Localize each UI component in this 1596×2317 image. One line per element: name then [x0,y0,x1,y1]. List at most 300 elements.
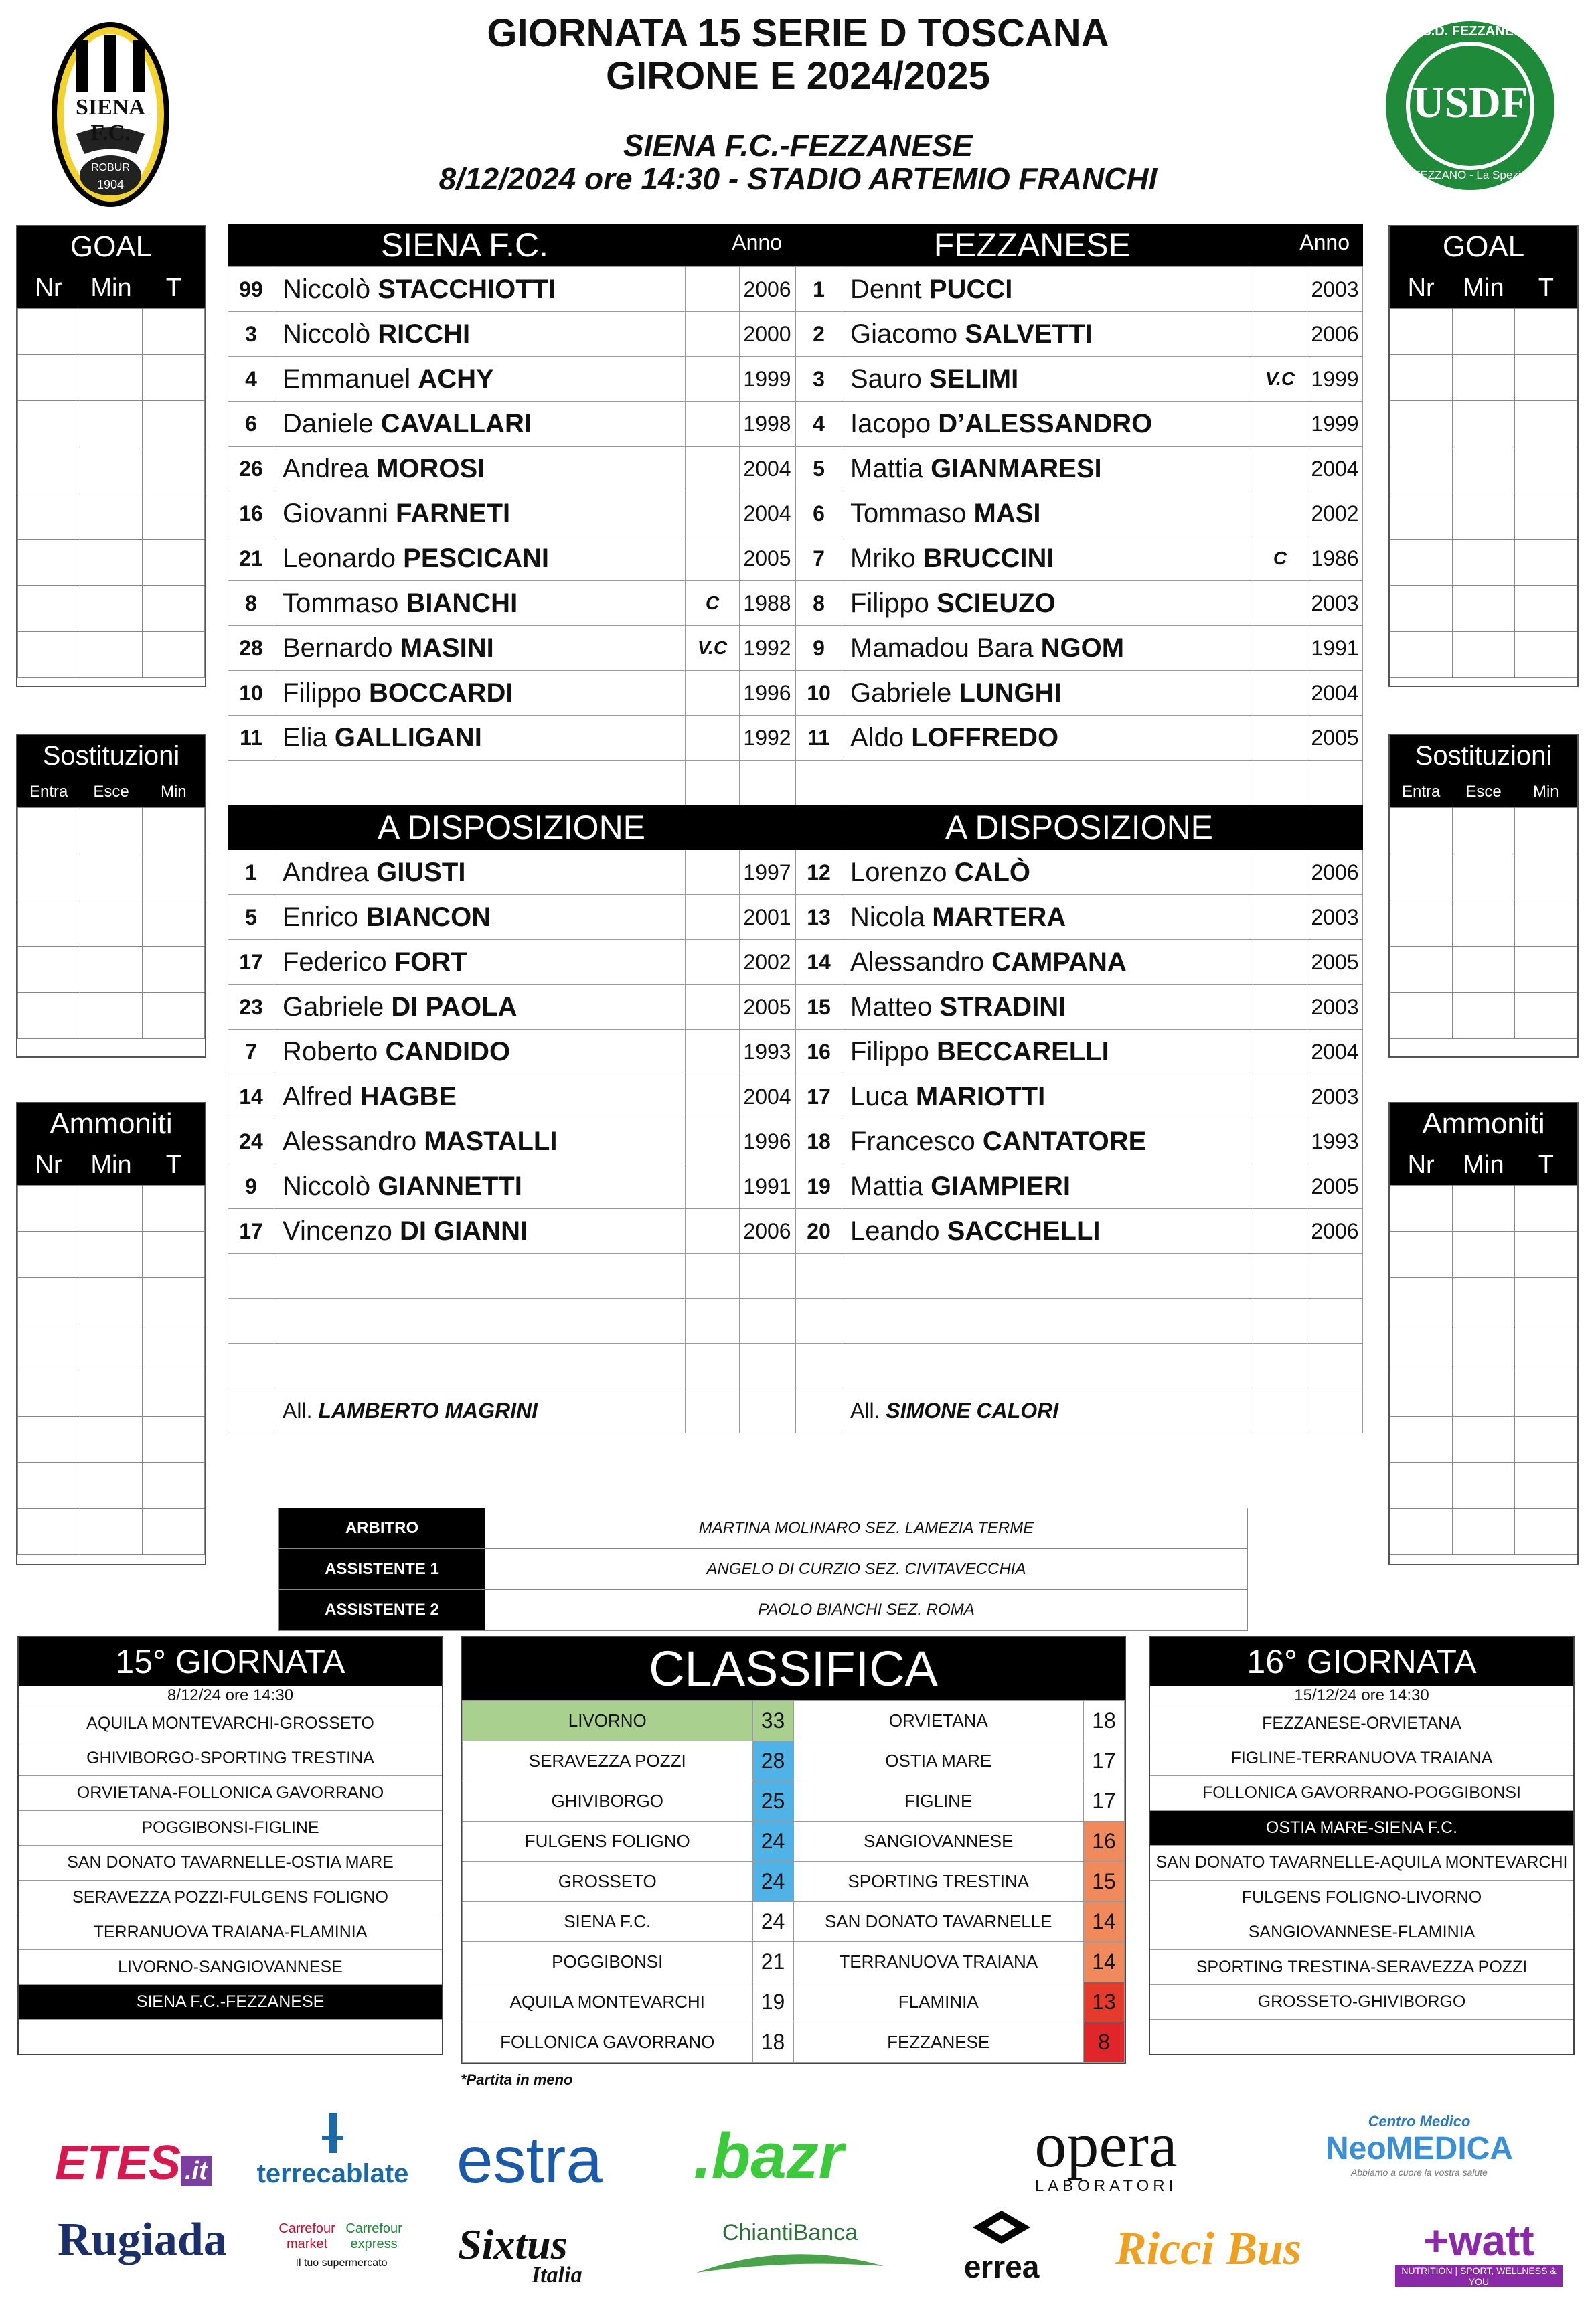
player-row [796,626,1363,671]
grid-cell[interactable] [80,854,143,900]
official-role: ASSISTENTE 1 [279,1549,485,1590]
empty-cell[interactable] [274,761,686,805]
grid-cell[interactable] [1453,447,1515,493]
sponsor-etes [55,2136,212,2190]
grid-cell[interactable] [143,1509,205,1555]
player-row [796,1209,1363,1254]
away-booked-col-t: T [1538,1151,1554,1179]
away-subs-col-out: Esce [1465,783,1502,801]
player-last-name: SALVETTI [965,319,1093,349]
player-role [1253,895,1307,940]
grid-cell[interactable] [1453,355,1515,401]
grid-cell[interactable] [18,401,80,447]
player-number: 7 [228,1030,274,1074]
player-row [796,940,1363,985]
grid-cell[interactable] [80,401,143,447]
home-bench-table [228,850,795,1433]
player-name [274,312,686,357]
grid-cell[interactable] [1515,309,1577,355]
grid-cell[interactable] [1390,1417,1453,1463]
player-number: 10 [796,671,842,716]
grid-cell[interactable] [18,1417,80,1463]
grid-cell[interactable] [80,947,143,993]
grid-cell[interactable] [1515,1186,1577,1232]
player-row [228,581,795,626]
grid-cell[interactable] [1390,309,1453,355]
player-name [274,267,686,312]
grid-cell[interactable] [1390,854,1453,900]
player-first-name: Bernardo [283,633,393,663]
grid-cell[interactable] [1515,355,1577,401]
grid-cell[interactable] [143,309,205,355]
player-first-name: Gabriele [283,991,384,1022]
player-first-name: Andrea [283,453,369,483]
away-goals-box [1388,225,1579,687]
player-first-name: Federico [283,947,387,977]
player-row [228,716,795,761]
grid-cell[interactable] [1390,1278,1453,1324]
player-first-name: Emmanuel [283,364,411,394]
grid-cell[interactable] [80,808,143,854]
grid-cell[interactable] [1515,586,1577,632]
coach-prefix: All. [283,1398,313,1423]
player-first-name: Andrea [283,857,369,887]
standings-points: 15 [1084,1862,1125,1902]
grid-cell[interactable] [143,1463,205,1509]
player-number: 9 [228,1164,274,1209]
grid-cell[interactable] [18,447,80,493]
player-first-name: Daniele [283,408,374,438]
grid-cell[interactable] [143,401,205,447]
grid-cell[interactable] [80,586,143,632]
player-first-name: Leando [850,1216,940,1246]
grid-cell[interactable] [1515,854,1577,900]
player-row [228,267,795,312]
player-role [686,402,740,447]
grid-cell[interactable] [1515,540,1577,586]
grid-cell[interactable] [143,900,205,947]
grid-cell[interactable] [1390,540,1453,586]
player-last-name: STACCHIOTTI [378,274,556,304]
home-year-label: Anno [732,230,782,254]
player-number: 8 [228,581,274,626]
grid-row [18,1509,205,1555]
grid-cell[interactable] [18,1509,80,1555]
grid-cell[interactable] [1453,808,1515,854]
grid-cell[interactable] [143,632,205,678]
tower-icon [313,2109,353,2156]
grid-cell[interactable] [1390,401,1453,447]
home-starters-table [228,266,795,805]
round15-box [17,1636,443,2055]
grid-cell[interactable] [1515,993,1577,1039]
grid-cell[interactable] [143,1324,205,1370]
player-role [686,1209,740,1254]
grid-cell[interactable] [80,540,143,586]
grid-cell[interactable] [18,1186,80,1232]
away-subs-grid[interactable] [1390,807,1577,1039]
player-last-name: SCIEUZO [936,588,1056,618]
grid-cell[interactable] [18,309,80,355]
grid-row [1390,900,1577,947]
player-role: C [686,581,740,626]
grid-cell[interactable] [143,1186,205,1232]
grid-cell[interactable] [1390,993,1453,1039]
player-name [842,985,1253,1030]
home-subs-col-min: Min [160,783,187,801]
standings-row [463,1781,1125,1822]
grid-cell[interactable] [1390,1370,1453,1417]
player-name [842,940,1253,985]
empty-cell[interactable] [796,761,842,805]
away-goals-grid[interactable] [1390,308,1577,678]
round15-date: 8/12/24 ore 14:30 [19,1686,442,1706]
grid-cell[interactable] [80,309,143,355]
player-number: 15 [796,985,842,1030]
grid-cell[interactable] [1453,1417,1515,1463]
player-row [228,312,795,357]
player-last-name: GIANNETTI [378,1171,522,1201]
player-last-name: BIANCHI [406,588,518,618]
away-bench-table [795,850,1363,1433]
player-number: 6 [796,491,842,536]
player-number: 5 [796,447,842,491]
grid-cell[interactable] [80,355,143,401]
away-team-name: FEZZANESE [933,226,1131,264]
grid-cell[interactable] [1390,493,1453,540]
player-name [274,940,686,985]
grid-cell[interactable] [1515,1509,1577,1555]
sponsor-bazr [694,2120,844,2193]
grid-cell[interactable] [143,493,205,540]
empty-cell[interactable] [842,761,1253,805]
player-last-name: STRADINI [939,991,1066,1022]
grid-cell[interactable] [80,1324,143,1370]
grid-cell[interactable] [18,947,80,993]
player-year: 2004 [740,1074,795,1119]
player-first-name: Matteo [850,991,933,1022]
player-year: 2006 [740,1209,795,1254]
player-number: 23 [228,985,274,1030]
player-last-name: DI GIANNI [399,1216,528,1246]
grid-cell[interactable] [143,1370,205,1417]
grid-cell[interactable] [1453,493,1515,540]
player-role [1253,581,1307,626]
empty-cell[interactable] [1307,761,1363,805]
grid-cell[interactable] [80,993,143,1039]
grid-cell[interactable] [80,1509,143,1555]
grid-cell[interactable] [80,1278,143,1324]
empty-cell[interactable] [228,1344,274,1388]
sponsor-sixtus-name: Sixtus [458,2221,568,2268]
player-role [686,1030,740,1074]
player-role [686,716,740,761]
grid-cell[interactable] [1390,1324,1453,1370]
away-subs-title: Sostituzioni [1390,735,1577,777]
grid-cell[interactable] [143,947,205,993]
grid-cell[interactable] [1390,808,1453,854]
grid-cell[interactable] [1390,447,1453,493]
grid-cell[interactable] [143,355,205,401]
grid-row [1390,1463,1577,1509]
empty-cell[interactable] [1307,1344,1363,1388]
player-last-name: MASINI [400,633,494,663]
empty-cell[interactable] [1307,1299,1363,1344]
grid-cell[interactable] [1453,854,1515,900]
empty-cell[interactable] [228,761,274,805]
empty-cell[interactable] [1307,1254,1363,1299]
grid-cell[interactable] [18,1232,80,1278]
grid-cell[interactable] [1453,586,1515,632]
player-year: 1998 [740,402,795,447]
empty-cell [686,1388,740,1433]
grid-cell[interactable] [80,1370,143,1417]
grid-row [1390,1232,1577,1278]
grid-cell[interactable] [1515,401,1577,447]
standings-team: AQUILA MONTEVARCHI [463,1982,753,2022]
away-booked-grid[interactable] [1390,1185,1577,1555]
player-row [796,536,1363,581]
grid-cell[interactable] [1515,808,1577,854]
player-first-name: Vincenzo [283,1216,392,1246]
empty-cell[interactable] [228,1254,274,1299]
grid-cell[interactable] [1453,947,1515,993]
player-first-name: Nicola [850,902,925,932]
player-year: 1986 [1307,536,1363,581]
grid-cell[interactable] [1390,355,1453,401]
empty-cell[interactable] [842,1254,1253,1299]
player-row [228,1119,795,1164]
player-year: 2005 [740,536,795,581]
empty-cell[interactable] [1253,1299,1307,1344]
grid-cell[interactable] [143,808,205,854]
grid-cell[interactable] [1453,1509,1515,1555]
player-year: 2004 [1307,1030,1363,1074]
grid-cell[interactable] [18,355,80,401]
empty-cell[interactable] [842,1299,1253,1344]
fixture: GHIVIBORGO-SPORTING TRESTINA [19,1741,442,1776]
grid-cell[interactable] [18,1370,80,1417]
grid-cell[interactable] [143,1278,205,1324]
player-role [1253,491,1307,536]
grid-cell[interactable] [18,586,80,632]
official-name: PAOLO BIANCHI SEZ. ROMA [485,1590,1248,1631]
grid-cell[interactable] [1390,632,1453,678]
home-booked-col-nr: Nr [35,1151,62,1179]
sponsor-estra-name: estra [457,2123,603,2196]
sponsor-carrefour-market: Carrefour market [278,2221,335,2251]
grid-cell[interactable] [1453,1278,1515,1324]
grid-cell[interactable] [1453,309,1515,355]
grid-cell[interactable] [1390,1186,1453,1232]
empty-cell[interactable] [686,1344,740,1388]
grid-cell[interactable] [80,447,143,493]
grid-cell[interactable] [80,493,143,540]
sponsor-neomedica-tag: Abbiamo a cuore la vostra salute [1351,2167,1488,2178]
empty-cell[interactable] [740,1299,795,1344]
home-subs-box [16,734,206,1058]
grid-cell[interactable] [80,900,143,947]
grid-cell[interactable] [18,632,80,678]
grid-cell[interactable] [1453,1232,1515,1278]
grid-cell[interactable] [1390,586,1453,632]
sponsor-carrefour [274,2221,408,2269]
grid-cell[interactable] [1390,947,1453,993]
grid-cell[interactable] [18,1324,80,1370]
grid-cell[interactable] [18,808,80,854]
empty-cell[interactable] [1253,1344,1307,1388]
fixture: FOLLONICA GAVORRANO-POGGIBONSI [1150,1776,1573,1811]
standings-team: SANGIOVANNESE [793,1822,1084,1862]
grid-cell[interactable] [143,1232,205,1278]
sponsor-errea-name: errea [963,2249,1040,2284]
away-booked-col-nr: Nr [1407,1151,1435,1179]
round16-box [1149,1636,1575,2055]
grid-cell[interactable] [1390,1509,1453,1555]
grid-cell[interactable] [18,900,80,947]
grid-cell[interactable] [18,1278,80,1324]
grid-cell[interactable] [143,586,205,632]
empty-cell[interactable] [686,761,740,805]
standings-points: 18 [752,2022,793,2063]
grid-cell[interactable] [80,632,143,678]
grid-cell[interactable] [1390,1463,1453,1509]
grid-cell[interactable] [1453,1370,1515,1417]
away-subs-col-min: Min [1532,783,1559,801]
grid-cell[interactable] [1390,900,1453,947]
player-name [274,626,686,671]
grid-row [18,586,205,632]
grid-cell[interactable] [18,854,80,900]
grid-cell[interactable] [1453,1186,1515,1232]
grid-cell[interactable] [1515,447,1577,493]
official-row [279,1508,1248,1549]
grid-cell[interactable] [80,1463,143,1509]
player-role [686,1074,740,1119]
player-name [842,357,1253,402]
empty-cell[interactable] [274,1254,686,1299]
player-year: 1991 [1307,626,1363,671]
standings-points: 19 [752,1982,793,2022]
home-goals-grid[interactable] [17,308,205,678]
standings-team: SPORTING TRESTINA [793,1862,1084,1902]
empty-cell[interactable] [1253,1254,1307,1299]
player-role [1253,1074,1307,1119]
home-booked-grid[interactable] [17,1185,205,1555]
empty-cell[interactable] [842,1344,1253,1388]
grid-cell[interactable] [143,1417,205,1463]
empty-cell[interactable] [274,1299,686,1344]
grid-cell[interactable] [1515,1278,1577,1324]
standings-row [463,1862,1125,1902]
grid-cell[interactable] [1453,401,1515,447]
player-first-name: Niccolò [283,319,371,349]
player-year: 2006 [740,267,795,312]
grid-cell[interactable] [1515,1370,1577,1417]
player-number: 7 [796,536,842,581]
grid-row [1390,854,1577,900]
grid-cell[interactable] [1515,1463,1577,1509]
player-name [842,312,1253,357]
grid-cell[interactable] [18,993,80,1039]
grid-cell[interactable] [18,493,80,540]
grid-cell[interactable] [1453,1324,1515,1370]
empty-cell[interactable] [796,1299,842,1344]
grid-cell[interactable] [1453,1463,1515,1509]
player-last-name: PESCICANI [403,543,549,573]
player-last-name: FARNETI [396,498,511,528]
player-last-name: PUCCI [929,274,1013,304]
official-role: ARBITRO [279,1508,485,1549]
player-number: 4 [796,402,842,447]
player-year: 2004 [740,491,795,536]
player-row [228,402,795,447]
sponsor-carrefour-express: Carrefour express [345,2221,402,2251]
empty-cell[interactable] [686,1254,740,1299]
player-last-name: MOROSI [376,453,485,483]
grid-cell[interactable] [1453,540,1515,586]
grid-cell[interactable] [1453,632,1515,678]
player-role [686,671,740,716]
player-year: 1996 [740,1119,795,1164]
title-line-1: GIORNATA 15 SERIE D TOSCANA [487,11,1109,55]
grid-cell[interactable] [1515,1417,1577,1463]
grid-cell[interactable] [1515,900,1577,947]
empty-cell[interactable] [796,1254,842,1299]
grid-cell[interactable] [1453,993,1515,1039]
grid-cell[interactable] [80,1417,143,1463]
grid-cell[interactable] [143,854,205,900]
empty-cell[interactable] [686,1299,740,1344]
empty-cell[interactable] [796,1344,842,1388]
sponsor-estra [457,2122,603,2198]
grid-cell[interactable] [1515,632,1577,678]
grid-cell[interactable] [1515,947,1577,993]
grid-cell[interactable] [1515,493,1577,540]
standings-points: 14 [1084,1942,1125,1982]
empty-cell[interactable] [228,1299,274,1344]
standings-team: SAN DONATO TAVARNELLE [793,1902,1084,1942]
player-last-name: MARTERA [932,902,1066,932]
standings-team: TERRANUOVA TRAIANA [793,1942,1084,1982]
grid-cell[interactable] [143,447,205,493]
empty-cell[interactable] [740,1344,795,1388]
sponsor-rugiada [58,2213,227,2267]
player-last-name: MASI [973,498,1041,528]
grid-cell[interactable] [1515,1324,1577,1370]
home-subs-grid[interactable] [17,807,205,1039]
empty-cell[interactable] [274,1344,686,1388]
player-number: 28 [228,626,274,671]
grid-row [18,632,205,678]
player-role [1253,1030,1307,1074]
grid-cell[interactable] [80,1186,143,1232]
grid-cell[interactable] [1453,900,1515,947]
empty-cell[interactable] [1253,761,1307,805]
grid-cell[interactable] [18,540,80,586]
grid-cell[interactable] [80,1232,143,1278]
empty-cell[interactable] [740,761,795,805]
grid-cell[interactable] [143,993,205,1039]
grid-cell[interactable] [18,1463,80,1509]
grid-cell[interactable] [143,540,205,586]
grid-cell[interactable] [1390,1232,1453,1278]
empty-cell[interactable] [740,1254,795,1299]
grid-cell[interactable] [1515,1232,1577,1278]
player-role [1253,626,1307,671]
player-last-name: CAMPANA [991,947,1127,977]
coach-prefix: All. [850,1398,880,1423]
